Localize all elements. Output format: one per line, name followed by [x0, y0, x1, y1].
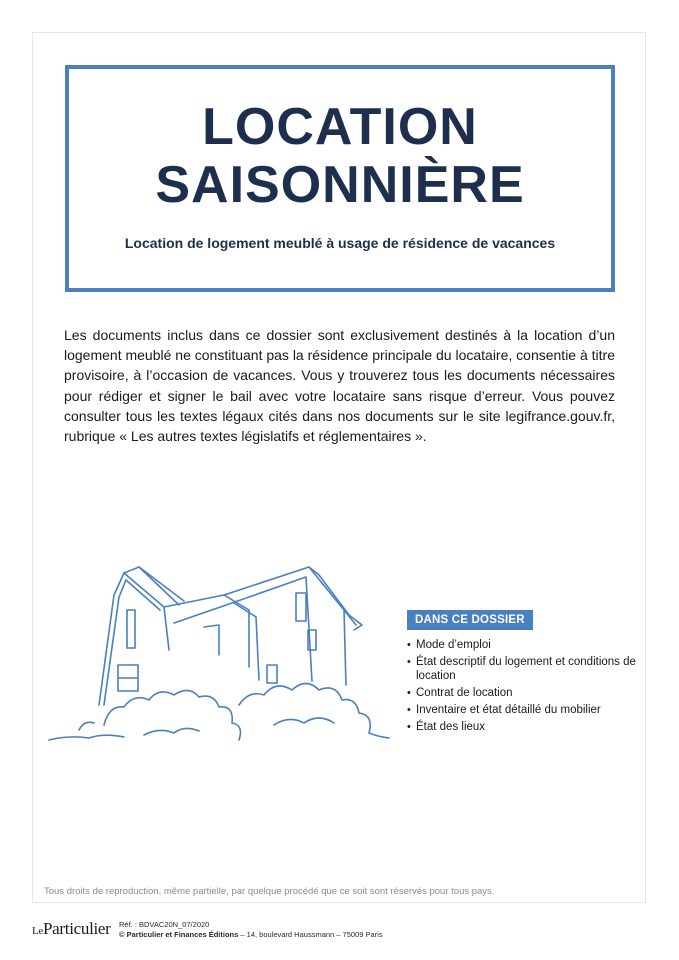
dossier-heading: DANS CE DOSSIER [407, 610, 533, 630]
logo-name: Particulier [43, 919, 111, 938]
dossier-list [407, 638, 637, 734]
list-item: • Inventaire et état détaillé du mobilier [407, 703, 637, 717]
list-item: • Mode d’emploi [407, 638, 637, 652]
list-item: • Contrat de location [407, 686, 637, 700]
title-line-1: LOCATION [202, 98, 478, 156]
publisher-logo [32, 919, 111, 939]
list-item: • État descriptif du logement et conditions de location [407, 655, 637, 683]
copyright: © Particulier et Finances Éditions [119, 930, 239, 939]
house-illustration [44, 555, 394, 750]
rights-notice: Tous droits de reproduction, même partielle, par quelque procédé que ce soit sont réservés pour tous pays. [44, 886, 495, 897]
reference: Réf. : BDVAC20N_07/2020 [119, 920, 210, 929]
title-line-2: SAISONNIÈRE [155, 156, 525, 214]
dossier-box [407, 610, 637, 737]
list-item: • État des lieux [407, 720, 637, 734]
publisher-line [119, 930, 383, 940]
subtitle: Location de logement meublé à usage de résidence de vacances [124, 235, 556, 251]
footer-info [119, 920, 383, 940]
logo-le: Le [32, 925, 44, 937]
address: – 14, boulevard Haussmann – 75009 Paris [238, 930, 383, 939]
intro-paragraph: Les documents inclus dans ce dossier sont exclusivement destinés à la location d’un logement meublé ne constituant pas la résidence principale du locataire, consentie à titre provisoire, à l’occasion de vacances. Vous y trouverez tous les documents nécessaires pour rédiger et signer le bail avec votre locataire sans risque d’erreur. Vous pouvez consulter tous les textes légaux cités dans nos documents sur le site legifrance.gouv.fr, rubrique « Les autres textes législatifs et réglementaires ». [64, 327, 615, 445]
title-box [65, 65, 615, 292]
